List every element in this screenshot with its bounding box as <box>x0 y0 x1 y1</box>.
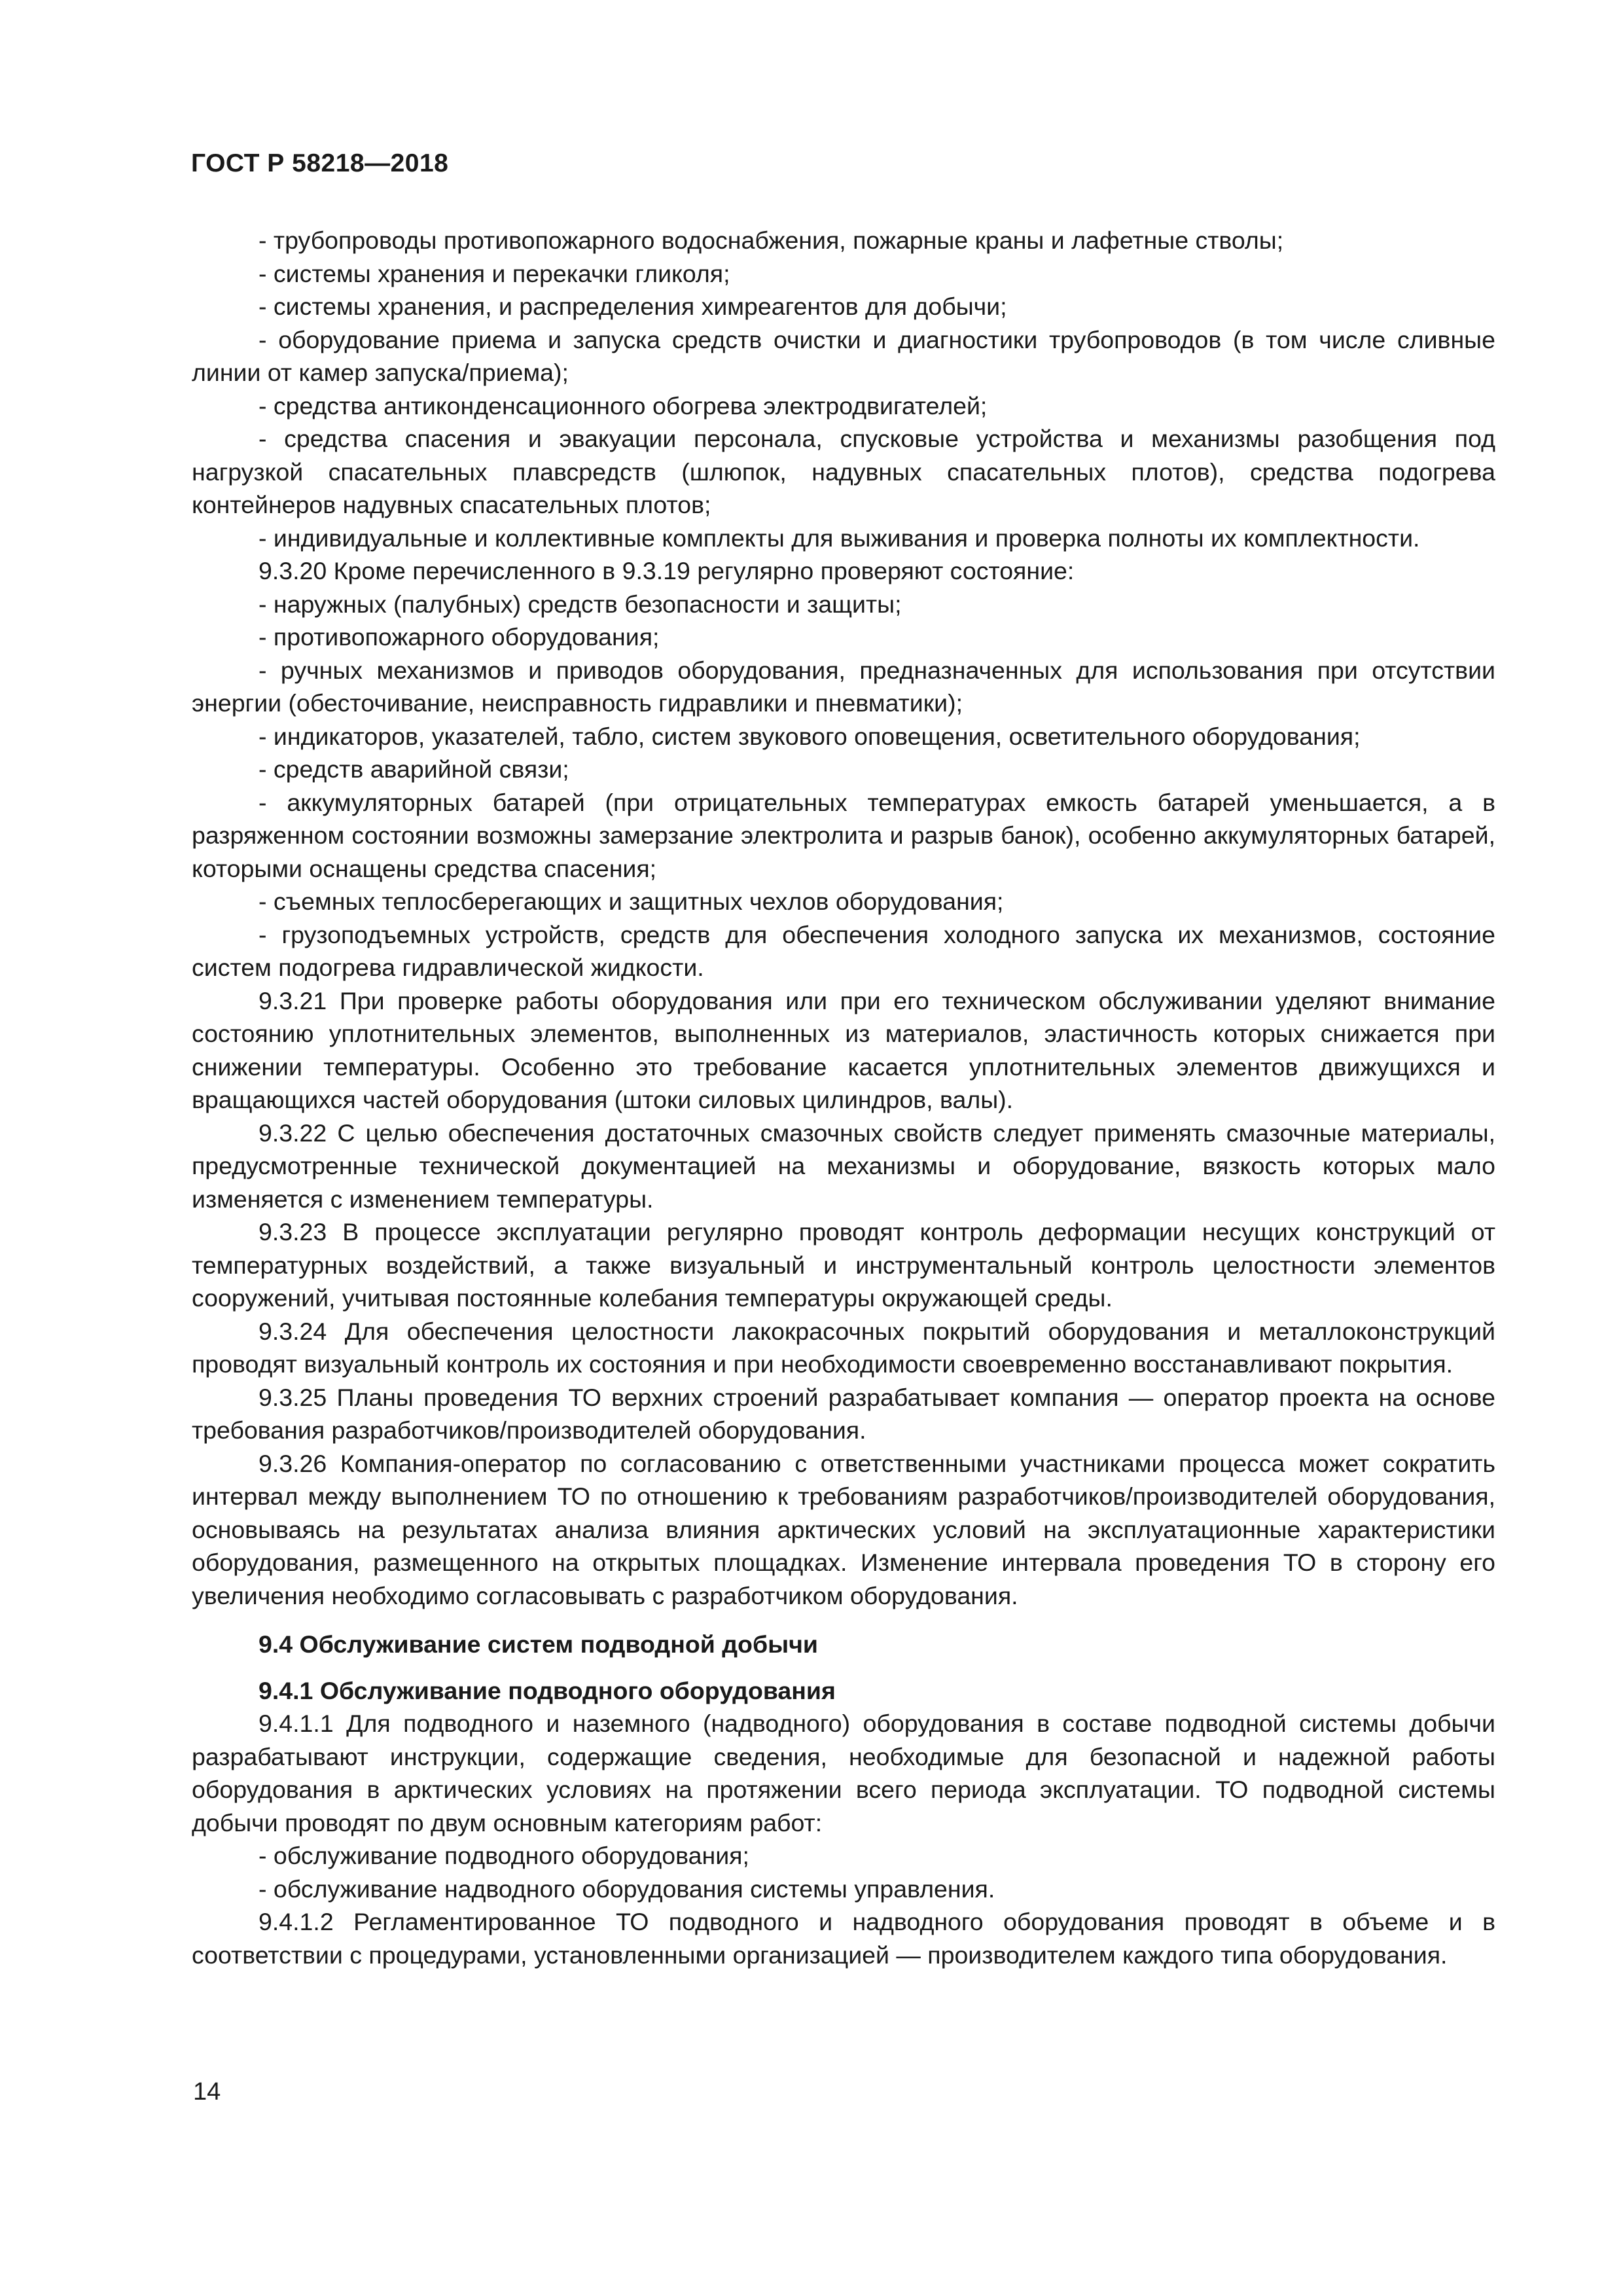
paragraph: 9.3.21 При проверке работы оборудования или при его техническом обслуживании уделяют внимание состоянию уплотнительных элементов, выполненных из материалов, эластичность которых снижается при снижении температуры. Особенно это требование касается уплотнительных элементов движущихся и вращающихся частей оборудования (штоки силовых цилиндров, валы). <box>192 986 1495 1113</box>
paragraph: - индивидуальные и коллективные комплекты для выживания и проверка полноты их комплектности. <box>259 524 1420 552</box>
paragraph: - противопожарного оборудования; <box>259 623 660 651</box>
paragraph: - индикаторов, указателей, табло, систем звукового оповещения, осветительного оборудования; <box>259 722 1361 750</box>
paragraph: - аккумуляторных батарей (при отрицательных температурах емкость батарей уменьшается, а в разряженном состоянии возможны замерзание электролита и разрыв банок), особенно аккумуляторных батарей, которыми оснащены средства спасения; <box>192 788 1495 882</box>
paragraph: - обслуживание подводного оборудования; <box>259 1842 749 1869</box>
paragraph: - средства спасения и эвакуации персонала, спусковые устройства и механизмы разобщения под нагрузкой спасательных плавсредств (шлюпок, надувных спасательных плотов), средства подогрева контейнеров надувных спасательных плотов; <box>192 425 1495 518</box>
paragraph: - средств аварийной связи; <box>259 755 569 783</box>
paragraph: 9.3.24 Для обеспечения целостности лакокрасочных покрытий оборудования и металлоконструкций проводят визуальный контроль их состояния и при необходимости своевременно восстанавливают покрытия. <box>192 1317 1495 1378</box>
paragraph: - средства антиконденсационного обогрева электродвигателей; <box>259 391 988 420</box>
paragraph: - системы хранения, и распределения химреагентов для добычи; <box>259 293 1007 320</box>
paragraph: 9.4.1.1 Для подводного и наземного (надводного) оборудования в составе подводной системы добычи разрабатывают инструкции, содержащие сведения, необходимые для безопасной и надежной работы оборудования в арктических условиях на протяжении всего периода эксплуатации. ТО подводной системы добычи проводят по двум основным категориям работ: <box>192 1710 1495 1837</box>
paragraph: 9.3.26 Компания-оператор по согласованию с ответственными участниками процесса может сократить интервал между выполнением ТО по отношению к требованиям разработчиков/производителей оборудования, основываясь на результатах анализа влияния арктических условий на эксплуатационные характеристики оборудования, размещенного на открытых площадках. Изменение интервала проведения ТО в сторону его увеличения необходимо согласовывать с разработчиком оборудования. <box>192 1449 1495 1609</box>
section-heading: 9.4.1 Обслуживание подводного оборудования <box>259 1676 836 1704</box>
paragraph: 9.3.20 Кроме перечисленного в 9.3.19 регулярно проверяют состояние: <box>259 557 1075 584</box>
paragraph: - трубопроводы противопожарного водоснабжения, пожарные краны и лафетные стволы; <box>259 226 1284 254</box>
paragraph: 9.3.25 Планы проведения ТО верхних строений разрабатывает компания — оператор проекта на основе требования разработчиков/производителей оборудования. <box>192 1383 1495 1444</box>
paragraph: - оборудование приема и запуска средств очистки и диагностики трубопроводов (в том числе сливные линии от камер запуска/приема); <box>192 325 1495 386</box>
page-number: 14 <box>193 2078 221 2106</box>
paragraph: - грузоподъемных устройств, средств для обеспечения холодного запуска их механизмов, состояние систем подогрева гидравлической жидкости. <box>192 920 1495 981</box>
paragraph: - системы хранения и перекачки гликоля; <box>259 259 730 287</box>
paragraph: 9.3.23 В процессе эксплуатации регулярно проводят контроль деформации несущих конструкций от температурных воздействий, а также визуальный и инструментальный контроль целостности элементов сооружений, учитывая постоянные колебания температуры окружающей среды. <box>192 1218 1495 1312</box>
paragraph: - ручных механизмов и приводов оборудования, предназначенных для использования при отсутствии энергии (обесточивание, неисправность гидравлики и пневматики); <box>192 656 1495 717</box>
paragraph: - съемных теплосберегающих и защитных чехлов оборудования; <box>259 888 1004 915</box>
section-heading: 9.4 Обслуживание систем подводной добычи <box>259 1630 818 1658</box>
paragraph: - обслуживание надводного оборудования системы управления. <box>259 1874 995 1903</box>
body-text <box>192 224 1495 1971</box>
paragraph: 9.3.22 С целью обеспечения достаточных смазочных свойств следует применять смазочные материалы, предусмотренные технической документацией на механизмы и оборудование, вязкость которых мало изменяется с изменением температуры. <box>192 1119 1495 1213</box>
paragraph: 9.4.1.2 Регламентированное ТО подводного и надводного оборудования проводят в объеме и в соответствии с процедурами, установленными организацией — производителем каждого типа оборудования. <box>192 1908 1495 1969</box>
paragraph: - наружных (палубных) средств безопасности и защиты; <box>259 590 902 618</box>
standard-header: ГОСТ Р 58218—2018 <box>191 149 449 177</box>
